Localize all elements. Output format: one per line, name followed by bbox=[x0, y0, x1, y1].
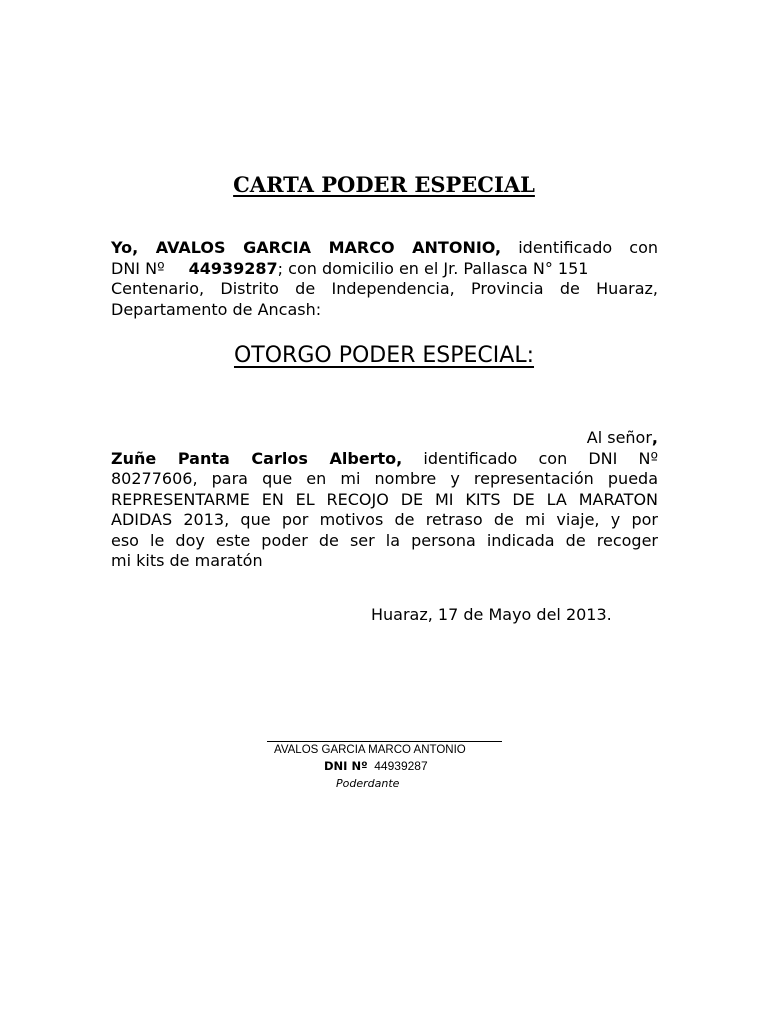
body-line-5: ADIDAS 2013, que por motivos de retraso de mi viaje, y por bbox=[111, 510, 658, 529]
intro-line-4: Departamento de Ancash: bbox=[111, 299, 322, 319]
intro-line-1 bbox=[111, 238, 658, 259]
grantor-name: Yo, AVALOS GARCIA MARCO ANTONIO, bbox=[111, 238, 502, 257]
body-line-1-comma: , bbox=[651, 428, 658, 447]
body-line-1-text: Al señor bbox=[586, 428, 652, 447]
document-date: Huaraz, 17 de Mayo del 2013. bbox=[371, 605, 612, 624]
intro-line-2-rest: ; con domicilio en el Jr. Pallasca N° 151 bbox=[277, 258, 589, 278]
document-title bbox=[0, 171, 768, 199]
signature-name: AVALOS GARCIA MARCO ANTONIO bbox=[274, 744, 466, 756]
body-line-7: mi kits de maratón bbox=[111, 551, 263, 570]
signature-dni-label: DNI Nº bbox=[324, 759, 368, 773]
body-line-1 bbox=[111, 428, 658, 449]
grantor-dni: 44939287 bbox=[188, 258, 278, 278]
body-line-4: REPRESENTARME EN EL RECOJO DE MI KITS DE LA MARATON bbox=[111, 489, 658, 509]
body-line-2-rest: identificado con DNI Nº bbox=[402, 448, 659, 468]
dni-label: DNI Nº bbox=[111, 258, 165, 278]
signature-role: Poderdante bbox=[336, 777, 400, 790]
body-line-6: eso le doy este poder de ser la persona indicada de recoger bbox=[111, 530, 658, 550]
body-paragraph bbox=[111, 428, 658, 572]
intro-line-2 bbox=[111, 259, 658, 280]
signature-dni bbox=[324, 758, 428, 774]
body-line-3: 80277606, para que en mi nombre y representación pueda bbox=[111, 469, 658, 488]
intro-line-3: Centenario, Distrito de Independencia, Provincia de Huaraz, bbox=[111, 279, 658, 298]
intro-paragraph bbox=[111, 238, 658, 320]
document-subtitle bbox=[0, 341, 768, 371]
body-line-2 bbox=[111, 449, 658, 470]
attorney-name: Zuñe Panta Carlos Alberto, bbox=[111, 448, 403, 468]
intro-line-1-rest: identificado con bbox=[501, 238, 658, 257]
document-subtitle-text: OTORGO PODER ESPECIAL: bbox=[233, 343, 535, 368]
signature-dni-value: 44939287 bbox=[374, 759, 428, 773]
document-title-text: CARTA PODER ESPECIAL bbox=[233, 172, 535, 197]
